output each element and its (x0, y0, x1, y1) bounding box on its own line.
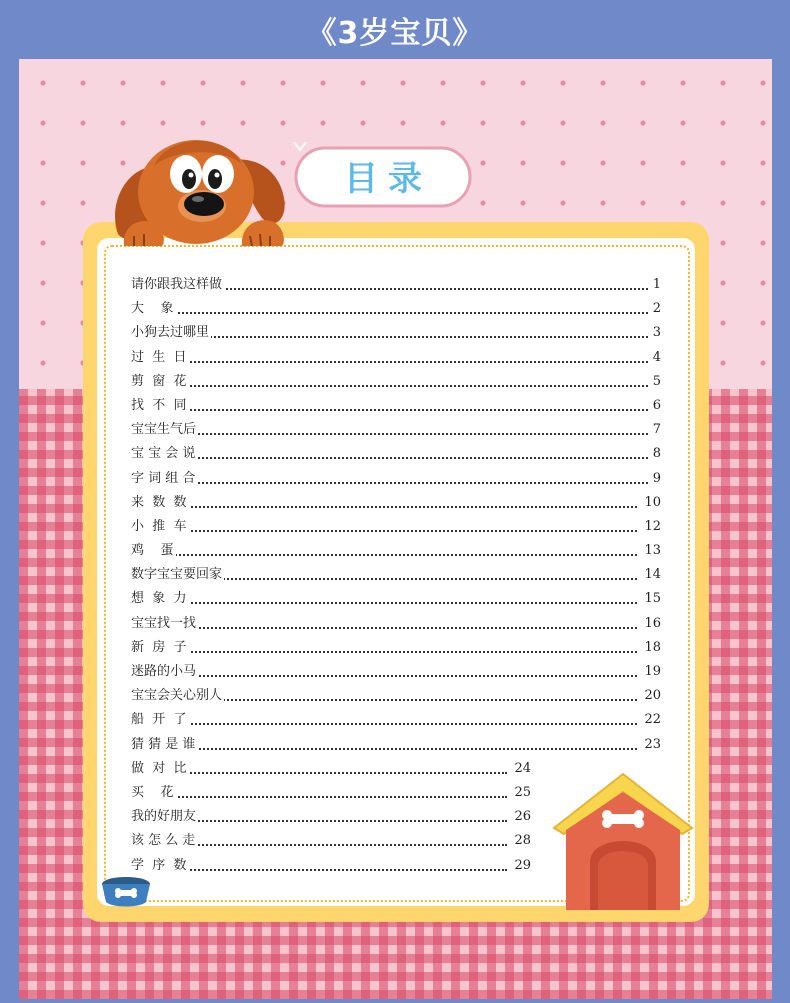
toc-leader-dots (131, 796, 507, 798)
toc-item-page: 6 (649, 394, 661, 418)
toc-item[interactable] (131, 612, 661, 636)
toc-leader-dots (131, 554, 637, 556)
toc-leader-dots (131, 506, 637, 508)
page-title: 《3岁宝贝》 (306, 16, 484, 51)
toc-leader-dots (131, 385, 651, 387)
toc-item-page: 4 (649, 346, 661, 370)
toc-item-page: 24 (509, 757, 531, 781)
toc-item-title: 宝 宝 会 说 (131, 442, 197, 466)
toc-item-page: 25 (509, 781, 531, 805)
toc-item-title: 剪 窗 花 (131, 370, 189, 394)
toc-item-page: 1 (649, 273, 661, 297)
toc-item-title: 学 序 数 (131, 854, 189, 878)
toc-leader-dots (131, 312, 651, 314)
toc-item[interactable] (131, 684, 661, 708)
toc-item-page: 14 (639, 563, 661, 587)
toc-item[interactable] (131, 297, 661, 321)
toc-item-title: 宝宝找一找 (131, 612, 198, 636)
toc-item-title: 宝宝会关心别人 (131, 684, 224, 708)
toc-item-title: 宝宝生气后 (131, 418, 198, 442)
toc-item[interactable] (131, 660, 661, 684)
toc-item-title: 请你跟我这样做 (131, 273, 224, 297)
toc-item-page: 22 (639, 708, 661, 732)
toc-item-page: 2 (649, 297, 661, 321)
toc-item-page: 19 (639, 660, 661, 684)
toc-item-title: 新 房 子 (131, 636, 189, 660)
toc-item-page: 20 (639, 684, 661, 708)
toc-item-page: 28 (509, 829, 531, 853)
toc-item-page: 26 (509, 805, 531, 829)
toc-heading: 目录 (344, 159, 432, 199)
toc-item[interactable] (131, 636, 661, 660)
toc-leader-dots (131, 723, 637, 725)
toc-item-page: 10 (639, 491, 661, 515)
toc-leader-dots (131, 530, 637, 532)
toc-item-page: 5 (649, 370, 661, 394)
toc-leader-dots (131, 651, 637, 653)
toc-item-title: 大 象 (131, 297, 176, 321)
toc-item-title: 想 象 力 (131, 587, 189, 611)
toc-item[interactable] (131, 515, 661, 539)
toc-item[interactable] (131, 708, 661, 732)
toc-item-page: 18 (639, 636, 661, 660)
toc-item[interactable] (131, 321, 661, 345)
toc-item-title: 数字宝宝要回家 (131, 563, 224, 587)
toc-item-page: 8 (649, 442, 661, 466)
toc-item[interactable] (131, 733, 661, 757)
toc-item-page: 15 (639, 587, 661, 611)
toc-item-title: 猜 猜 是 谁 (131, 733, 197, 757)
toc-item-page: 29 (509, 854, 531, 878)
toc-item-title: 字 词 组 合 (131, 467, 197, 491)
toc-item-title: 小狗去过哪里 (131, 321, 211, 345)
toc-item-title: 来 数 数 (131, 491, 189, 515)
toc-item[interactable] (131, 370, 661, 394)
toc-item-title: 过 生 日 (131, 346, 189, 370)
toc-item[interactable] (131, 539, 661, 563)
toc-item[interactable] (131, 346, 661, 370)
toc-item-title: 鸡 蛋 (131, 539, 176, 563)
dog-house-icon (550, 770, 696, 910)
toc-item[interactable] (131, 587, 661, 611)
toc-item[interactable] (131, 563, 661, 587)
toc-leader-dots (131, 602, 637, 604)
toc-item-title: 该 怎 么 走 (131, 829, 197, 853)
toc-leader-dots (131, 361, 651, 363)
toc-item-page: 3 (649, 321, 661, 345)
toc-item[interactable] (131, 394, 661, 418)
toc-leader-dots (131, 409, 651, 411)
dog-bowl-icon (98, 874, 154, 908)
toc-item-title: 找 不 同 (131, 394, 189, 418)
toc-item[interactable] (131, 273, 661, 297)
toc-item-title: 买 花 (131, 781, 176, 805)
toc-item-page: 23 (639, 733, 661, 757)
toc-item[interactable] (131, 442, 661, 466)
toc-leader-dots (131, 627, 637, 629)
toc-item-page: 13 (639, 539, 661, 563)
toc-item-title: 船 开 了 (131, 708, 189, 732)
toc-item-title: 我的好朋友 (131, 805, 198, 829)
toc-item-title: 迷路的小马 (131, 660, 198, 684)
dog-icon (104, 126, 294, 246)
toc-leader-dots (131, 675, 637, 677)
toc-leader-dots (131, 482, 651, 484)
toc-item-page: 12 (639, 515, 661, 539)
toc-item-title: 小 推 车 (131, 515, 189, 539)
toc-leader-dots (131, 748, 637, 750)
toc-leader-dots (131, 457, 651, 459)
toc-item-page: 7 (649, 418, 661, 442)
toc-item[interactable] (131, 467, 661, 491)
toc-item-title: 做 对 比 (131, 757, 189, 781)
toc-item[interactable] (131, 418, 661, 442)
toc-item[interactable] (131, 491, 661, 515)
toc-item-page: 9 (649, 467, 661, 491)
toc-leader-dots (131, 433, 651, 435)
toc-item-page: 16 (639, 612, 661, 636)
